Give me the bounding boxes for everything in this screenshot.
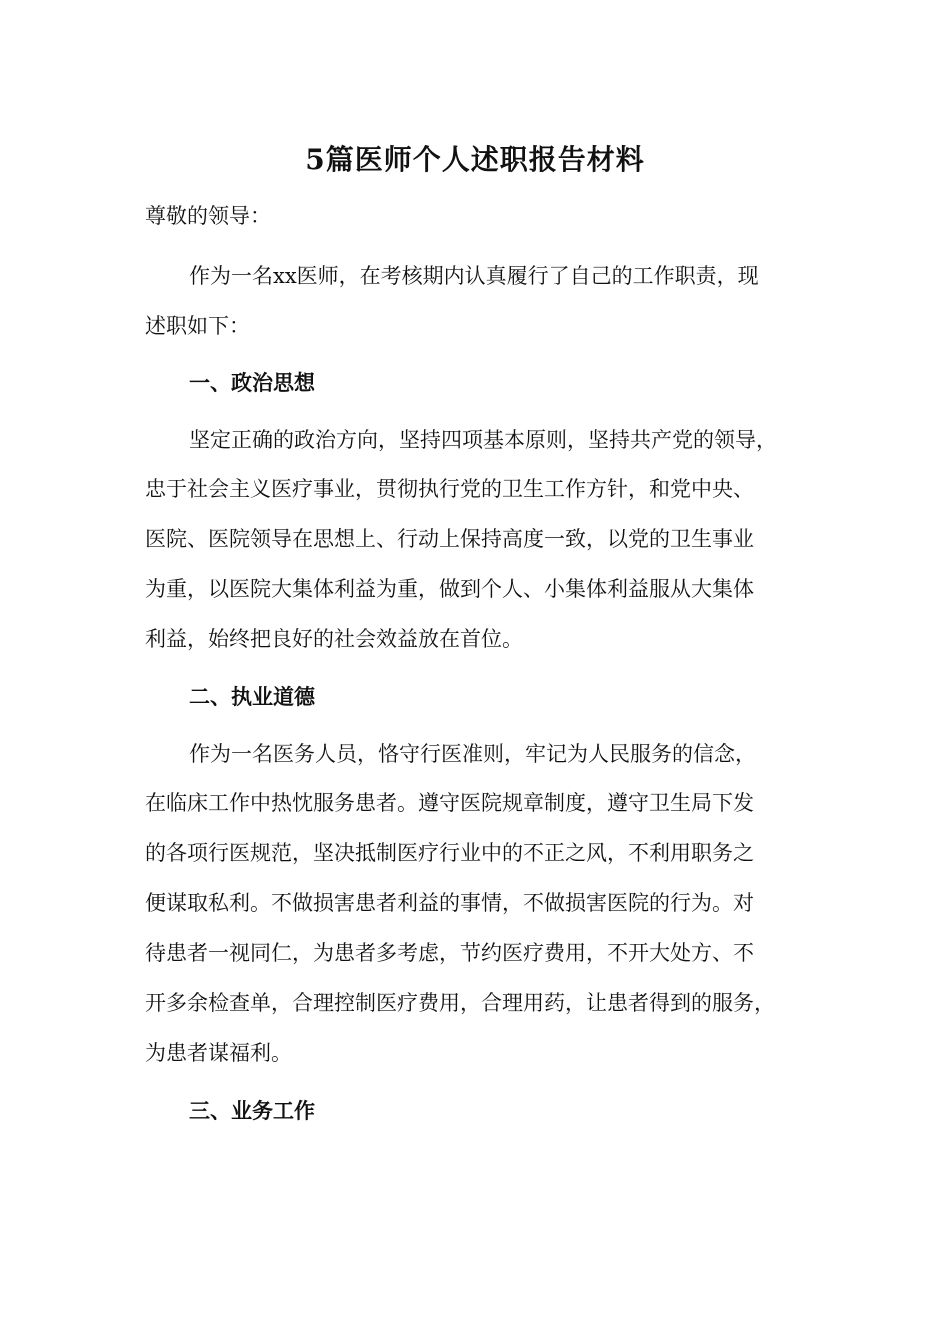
section-heading-politics: 一、政治思想 (189, 370, 315, 395)
paragraph-line: 在临床工作中热忱服务患者。遵守医院规章制度，遵守卫生局下发 (145, 791, 754, 815)
paragraph-line: 的各项行医规范，坚决抵制医疗行业中的不正之风，不利用职务之 (145, 841, 754, 865)
section-heading-ethics: 二、执业道德 (189, 684, 315, 709)
salutation: 尊敬的领导： (145, 204, 271, 228)
paragraph-line: 医院、医院领导在思想上、行动上保持高度一致，以党的卫生事业 (145, 527, 754, 551)
paragraph-line: 待患者一视同仁，为患者多考虑，节约医疗费用，不开大处方、不 (145, 941, 754, 965)
paragraph-line: 坚定正确的政治方向，坚持四项基本原则，坚持共产党的领导， (189, 428, 777, 452)
intro-line-1: 作为一名xx医师，在考核期内认真履行了自己的工作职责，现 (189, 264, 759, 288)
intro-line-2: 述职如下： (145, 314, 250, 338)
paragraph-line: 作为一名医务人员，恪守行医准则，牢记为人民服务的信念， (189, 742, 756, 766)
paragraph-line: 为重，以医院大集体利益为重，做到个人、小集体利益服从大集体 (145, 577, 754, 601)
section-heading-work: 三、业务工作 (189, 1098, 315, 1123)
paragraph-line: 忠于社会主义医疗事业，贯彻执行党的卫生工作方针，和党中央、 (145, 477, 754, 501)
paragraph-line: 开多余检查单，合理控制医疗费用，合理用药，让患者得到的服务， (145, 991, 775, 1015)
document-title: 5篇医师个人述职报告材料 (305, 143, 645, 176)
paragraph-line: 为患者谋福利。 (145, 1041, 292, 1065)
paragraph-line: 便谋取私利。不做损害患者利益的事情，不做损害医院的行为。对 (145, 891, 754, 915)
paragraph-line: 利益，始终把良好的社会效益放在首位。 (145, 627, 523, 651)
